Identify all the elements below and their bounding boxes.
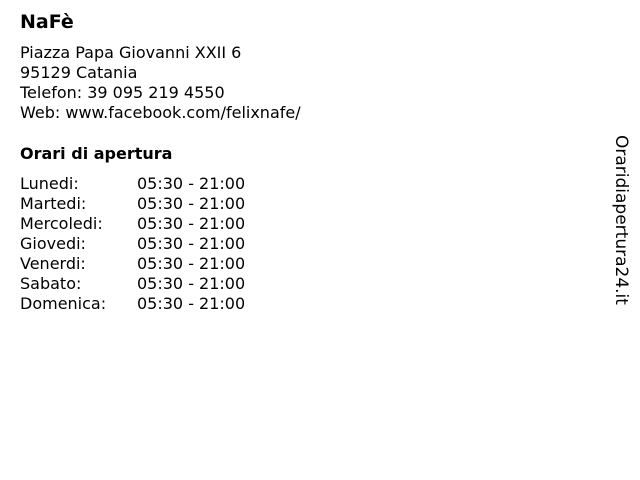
time-value: 05:30 - 21:00 (137, 254, 246, 273)
phone-number: Telefon: 39 095 219 4550 (20, 83, 225, 102)
hours-row-sunday (20, 294, 580, 314)
day-label: Domenica: (20, 294, 107, 313)
day-label: Martedi: (20, 194, 87, 213)
opening-hours-heading: Orari di apertura (20, 144, 173, 163)
day-label: Venerdi: (20, 254, 86, 273)
hours-row-saturday (20, 274, 580, 294)
business-address (20, 43, 580, 123)
hours-row-thursday (20, 234, 580, 254)
hours-row-wednesday (20, 214, 580, 234)
time-value: 05:30 - 21:00 (137, 214, 246, 233)
day-label: Giovedi: (20, 234, 86, 253)
day-label: Lunedi: (20, 174, 79, 193)
time-value: 05:30 - 21:00 (137, 274, 246, 293)
hours-row-friday (20, 254, 580, 274)
time-value: 05:30 - 21:00 (137, 294, 246, 313)
time-value: 05:30 - 21:00 (137, 234, 246, 253)
website-link: Web: www.facebook.com/felixnafe/ (20, 103, 301, 122)
opening-hours-list (20, 174, 580, 314)
site-brand-vertical: Oraridiapertura24.it (611, 135, 631, 305)
day-label: Mercoledi: (20, 214, 103, 233)
time-value: 05:30 - 21:00 (137, 194, 246, 213)
hours-row-monday (20, 174, 580, 194)
hours-row-tuesday (20, 194, 580, 214)
time-value: 05:30 - 21:00 (137, 174, 246, 193)
day-label: Sabato: (20, 274, 82, 293)
address-street: Piazza Papa Giovanni XXII 6 (20, 43, 242, 62)
address-city: 95129 Catania (20, 63, 138, 82)
business-card (20, 10, 580, 314)
business-name: NaFè (20, 11, 74, 33)
